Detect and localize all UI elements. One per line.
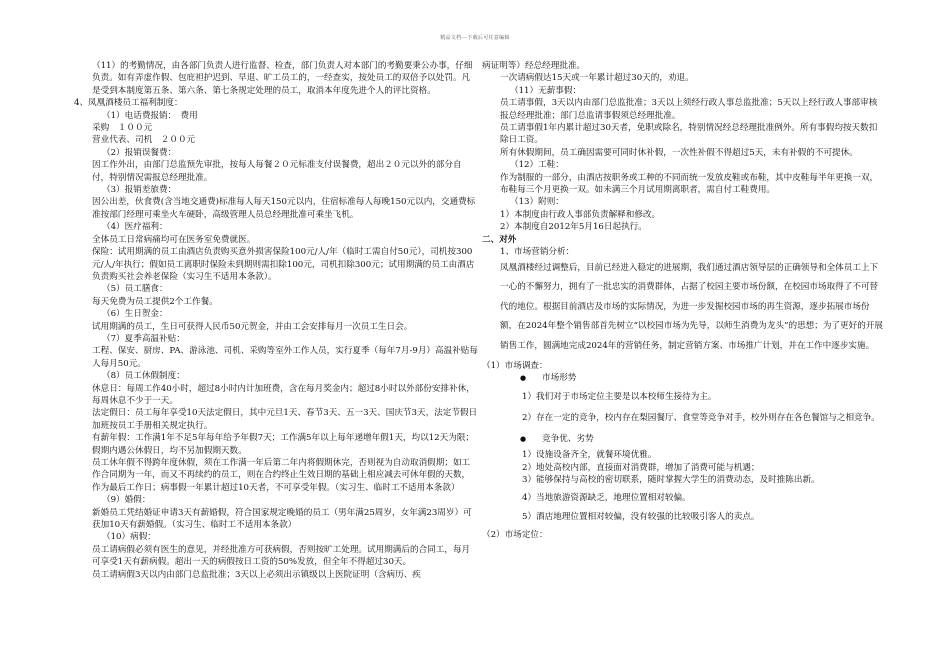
- welfare-heading: 4、凤凰酒楼员工福利制度：: [74, 98, 183, 109]
- advantage-point-1: 1）设施设备齐全，就餐环境优雅。: [522, 450, 657, 461]
- phone-fee-heading: （1）电话费报销： 费用: [102, 110, 198, 121]
- sick-leave-heading: （10）病假：: [102, 532, 156, 543]
- market-survey-heading: （1）市场调查：: [482, 361, 548, 371]
- birthday-heading: （6）生日贺金：: [102, 309, 168, 320]
- birthday-paragraph: 试用期满的员工，生日可获得人民币50元贺金，并由工会安排每月一次员工生日会。: [92, 321, 413, 332]
- disadvantage-point-4: 4）当地旅游资源缺乏，地理位置相对较偏。: [522, 493, 691, 504]
- advantages-label: 竞争优、劣势: [542, 433, 594, 444]
- market-analysis-heading: 1、市场营销分析：: [500, 247, 575, 258]
- external-section-heading: 二、对外: [482, 234, 517, 245]
- travel-fee-paragraph: 因公出差，伙食费(含当地交通费)标准每人每天150元以内，住宿标准每人每晚150元以内，交通费标准按部门经理可乘坐火车硬卧，高级管理人员总经理批准可乘坐飞机。: [92, 197, 476, 220]
- left-column: [74, 60, 478, 581]
- market-competition-point-2: 2）存在一定的竞争，校内存在梨园餐厅、食堂等竞争对手，校外则存在各色餐馆与之相竞争。: [522, 413, 880, 424]
- medical-paragraph: 全体员工日常病痛均可在医务室免费就医。: [92, 234, 256, 245]
- meals-heading: （5）员工膳食：: [102, 284, 168, 295]
- annual-leave-paragraph: 有薪年假：工作满1年不足5年每年给予年假7天；工作满5年以上每年递增年假1天，均以12天为限；假期内遇公休假日，均不另加假期天数。: [92, 433, 475, 456]
- appendix-heading: （13）附则：: [510, 197, 564, 208]
- market-situation-label: 市场形势: [542, 373, 577, 384]
- appendix-item-1: 1）本制度由行政人事部负责解释和修改。: [500, 209, 661, 220]
- compensatory-leave-paragraph: 所有休假期间，员工确因需要可同时休补假，一次性补假不得超过5天，未有补假的不可提休。: [500, 147, 858, 158]
- travel-fee-heading: （3）报销差旅费：: [102, 185, 177, 196]
- market-situation-item: [482, 372, 884, 384]
- work-shoes-paragraph: 作为制服的一部分，由酒店按职务或工种的不同而统一发放皮鞋或布鞋，其中皮鞋每半年更换一双，布鞋每三个月更换一双。如未满三个月试用期离职者，需自付工鞋费用。: [500, 172, 879, 196]
- market-analysis-paragraph: 凤凰酒楼经过调整后，目前已经进入稳定的进展期，我们通过酒店领导层的正确领导和全体员工上下一心的不懈努力，拥有了一批忠实的消费群体，占据了校园主要市场份额，在校园市场取得了不可替代的地位。根据目前酒店及市场的实际情况，为进一步发掘校园市场的再生资源，逐步拓展市场份额，在2024年整个销售部首先树立“以校园市场为先导，以师生消费为龙头”的思想；为了更好的开展销售工作，圆满地完成2024年的营销任务，制定营销方案、市场推广计划，并在工作中逐步实施。: [500, 262, 884, 351]
- disadvantage-point-5: 5）酒店地理位置相对较偏，没有较强的比较吸引客人的卖点。: [522, 511, 760, 522]
- medical-heading: （4）医疗福利：: [102, 222, 168, 233]
- attendance-paragraph: （11）的考勤情况，由各部门负责人进行监督、检查，部门负责人对本部门的考勤要秉公办事，仔细负责。如有弄虚作假、包庇袒护迟到、早退、旷工员工的，一经查实，按处员工的双倍予以处罚。凡是受到本制度第五条、第六条、第七条规定处理的员工，取消本年度先进个人的评比资格。: [92, 61, 473, 96]
- insurance-paragraph: 保险：试用期满的员工由酒店负责购买意外损害保险100元/人/年（临时工需自付50元），司机按300元/人/年执行；假如员工离职时保险未到期则需扣除100元，司机扣除300元；试用期满的员工由酒店负责购买社会养老保险（实习生不适用本条款）。: [92, 247, 475, 282]
- annual-leave-rules-paragraph: 员工休年假不得跨年度休假，须在工作满一年后第二年内将假期休完，否则视为自动取消假期；如工作合同期为一年，而又不再续约的员工，则在合约终止生效日期的基础上相应减去可休年假的天数，作为最后工作日；病事假一年累计超过10天者，不可享受年假。（实习生、临时工不适用本条款）: [92, 458, 471, 493]
- phone-fee-purchasing: 采购 １００元: [92, 123, 153, 134]
- summer-allowance-paragraph: 工程、保安、厨房、PA、游泳池、司机、采购等室外工作人员，实行夏季（每年7月-9月）高温补贴每人每月50元。: [92, 346, 478, 369]
- phone-fee-sales: 营业代表、司机 ２００元: [92, 135, 196, 146]
- meals-paragraph: 每天免费为员工提供2个工作餐。: [92, 296, 218, 307]
- marriage-leave-heading: （9）婚假：: [102, 495, 151, 506]
- summer-allowance-heading: （7）夏季高温补贴：: [102, 333, 185, 344]
- advantage-point-3: 3）能够保持与高校的密切联系，随时掌握大学生的消费动态，及时推陈出新。: [522, 474, 820, 485]
- document-header: 精品文档---下载后可任意编辑: [440, 35, 510, 41]
- rest-day-paragraph: 休息日：每周工作40小时，超过8小时内计加班费，含在每月奖金内；超过8小时以外部份安排补休，每周休息不少于一天。: [92, 383, 475, 406]
- leave-system-heading: （8）员工休假制度：: [102, 371, 185, 382]
- meal-fee-paragraph: 因工作外出，由部门总监预先审批，按每人每餐２０元标准支付误餐费，超出２０元以外的部分自付，特别情况需报总经理批准。: [92, 160, 462, 183]
- unpaid-leave-limit-paragraph: 员工请事假1年内累计超过30天者，免职或除名，特别情况经总经理批准例外。所有事假均按天数扣除日工资。: [500, 123, 878, 146]
- advantages-item: [482, 433, 884, 445]
- sick-leave-continued: 病证明等）经总经理批准。: [482, 61, 586, 71]
- appendix-item-2: 2）本制度自2012年5月16日起执行。: [500, 222, 647, 233]
- advantage-point-2: 2）地处高校内部，直接面对消费群，增加了消费可能与机遇；: [522, 462, 760, 473]
- unpaid-leave-heading: （11）无薪事假：: [510, 85, 582, 96]
- market-positioning-heading: （2）市场定位：: [482, 530, 548, 541]
- work-shoes-heading: （12）工鞋：: [510, 160, 564, 171]
- statutory-holiday-paragraph: 法定假日：员工每年享受10天法定假日，其中元旦1天、春节3天、五一3天、国庆节3天，法定节假日加班按员工手册相关规定执行。: [92, 408, 478, 431]
- sick-leave-dismissal: 一次请病假达15天或一年累计超过30天的，劝退。: [500, 73, 694, 84]
- marriage-leave-paragraph: 新婚员工凭结婚证申请3天有薪婚假，符合国家规定晚婚的员工（男年满25周岁，女年满23周岁）可获加10天有薪婚假。（实习生、临时工不适用本条款）: [92, 507, 472, 531]
- meal-fee-heading: （2）报销误餐费：: [102, 147, 177, 158]
- right-column: [482, 60, 884, 542]
- unpaid-leave-approval-paragraph: 员工请事假，3天以内由部门总监批准；3天以上须经行政人事总监批准；5天以上经行政人事部审核报总经理批准；部门总监请事假须总经理批准。: [500, 98, 878, 121]
- sick-leave-paragraph: 员工请病假必须有医生的意见，并经批准方可获病假，否则按旷工处理。试用期满后的合同工，每月可享受1天有薪病假。超出一天的病假按日工资的50%发放，但全年不得超过30天。: [92, 544, 471, 568]
- market-positioning-point-1: 1）我们对于市场定位主要是以本校师生接待为主。: [522, 391, 717, 402]
- bullet-icon: ●: [520, 434, 527, 443]
- bullet-icon: ●: [520, 374, 527, 383]
- sick-leave-approval-paragraph: 员工请病假3天以内由部门总监批准；3天以上必须出示镇级以上医院证明（含病历、疾: [92, 569, 421, 580]
